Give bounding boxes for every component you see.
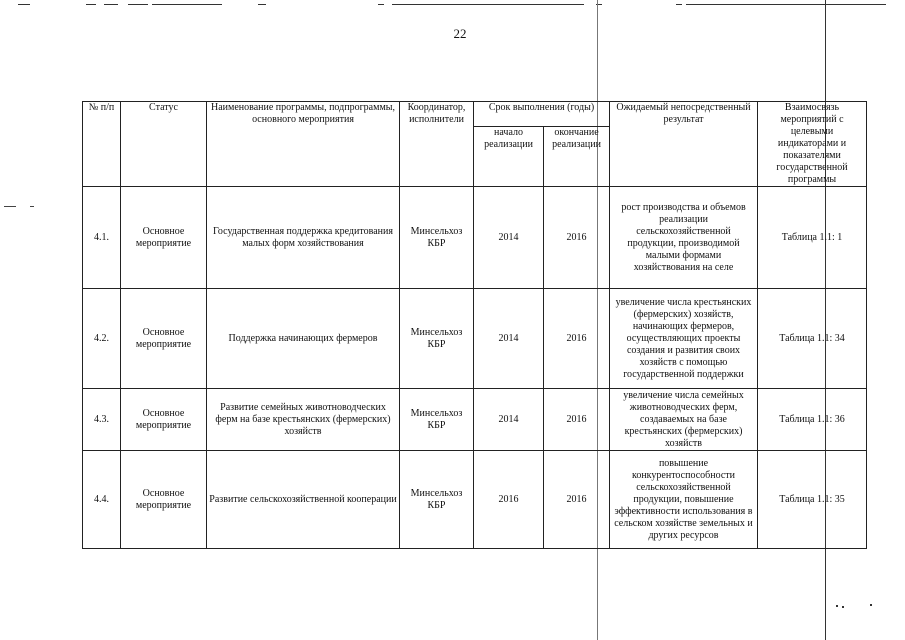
scan-artifact-dash: [30, 206, 34, 207]
row-name: Развитие семейных животноводческих ферм на базе крестьянских (фермерских) хозяйств: [207, 389, 400, 451]
header-coordinator: Координатор, исполнители: [400, 102, 474, 187]
row-start: 2014: [474, 289, 544, 389]
scan-artifact-line: [258, 4, 266, 5]
header-start: начало реализации: [474, 127, 544, 187]
row-link: Таблица 1.1: 35: [758, 451, 867, 549]
scan-artifact-line: [104, 4, 118, 5]
scan-artifact-dot: [842, 606, 844, 608]
header-end: окончание реализации: [544, 127, 610, 187]
row-name: Развитие сельскохозяйственной кооперации: [207, 451, 400, 549]
row-status: Основное мероприятие: [121, 389, 207, 451]
row-result: увеличение числа крестьянских (фермерских) хозяйств, начинающих фермеров, осуществляющих проекты создания и развития своих хозяйств с помощью государственной поддержки: [610, 289, 758, 389]
header-name: Наименование программы, подпрограммы, основного мероприятия: [207, 102, 400, 187]
header-result: Ожидаемый непосредственный результат: [610, 102, 758, 187]
row-link: Таблица 1.1: 1: [758, 187, 867, 289]
scan-artifact-line: [128, 4, 148, 5]
table-row: [83, 289, 867, 389]
row-coordinator: Минсельхоз КБР: [400, 289, 474, 389]
table-row: [83, 451, 867, 549]
scan-artifact-line: [392, 4, 584, 5]
scan-artifact-line: [686, 4, 886, 5]
row-end: 2016: [544, 187, 610, 289]
row-coordinator: Минсельхоз КБР: [400, 389, 474, 451]
row-status: Основное мероприятие: [121, 289, 207, 389]
table-row: [83, 389, 867, 451]
row-name: Поддержка начинающих фермеров: [207, 289, 400, 389]
page-number: 22: [453, 26, 467, 41]
row-coordinator: Минсельхоз КБР: [400, 451, 474, 549]
scan-artifact-line: [676, 4, 682, 5]
row-num: 4.3.: [83, 389, 121, 451]
row-result: увеличение числа семейных животноводческих ферм, создаваемых на базе крестьянских (фермерских) хозяйств: [610, 389, 758, 451]
row-start: 2014: [474, 187, 544, 289]
scan-artifact-line: [378, 4, 384, 5]
header-link: Взаимосвязь мероприятий с целевыми индикаторами и показателями государственной программы: [758, 102, 867, 187]
measures-table: [82, 101, 867, 549]
table-row: [83, 187, 867, 289]
scan-artifact-line: [152, 4, 222, 5]
row-name: Государственная поддержка кредитования малых форм хозяйствования: [207, 187, 400, 289]
row-end: 2016: [544, 389, 610, 451]
row-link: Таблица 1.1: 34: [758, 289, 867, 389]
scan-artifact-dash: [4, 206, 16, 207]
header-period: Срок выполнения (годы): [474, 102, 610, 127]
header-num: № п/п: [83, 102, 121, 187]
row-result: повышение конкурентоспособности сельскохозяйственной продукции, повышение эффективности использования в сельском хозяйстве земельных и других ресурсов: [610, 451, 758, 549]
scan-artifact-line: [18, 4, 30, 5]
row-result: рост производства и объемов реализации сельскохозяйственной продукции, производимой малыми формами хозяйствования на селе: [610, 187, 758, 289]
row-num: 4.4.: [83, 451, 121, 549]
row-start: 2014: [474, 389, 544, 451]
scan-artifact-dot: [836, 605, 838, 607]
row-start: 2016: [474, 451, 544, 549]
row-end: 2016: [544, 289, 610, 389]
header-status: Статус: [121, 102, 207, 187]
row-num: 4.1.: [83, 187, 121, 289]
row-num: 4.2.: [83, 289, 121, 389]
row-link: Таблица 1.1: 36: [758, 389, 867, 451]
row-end: 2016: [544, 451, 610, 549]
scan-artifact-dot: [870, 604, 872, 606]
scan-artifact-line: [86, 4, 96, 5]
row-coordinator: Минсельхоз КБР: [400, 187, 474, 289]
row-status: Основное мероприятие: [121, 187, 207, 289]
row-status: Основное мероприятие: [121, 451, 207, 549]
